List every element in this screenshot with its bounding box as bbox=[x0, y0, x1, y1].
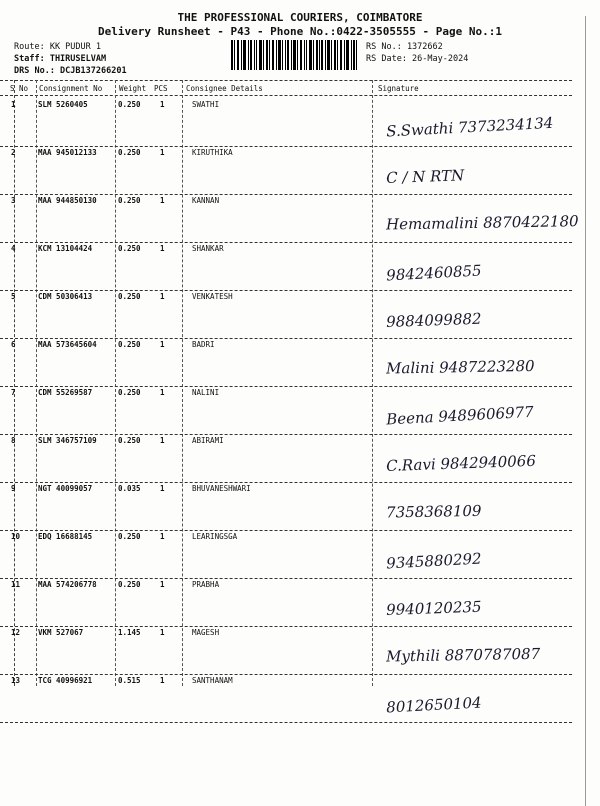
row-sno: 8 bbox=[11, 436, 16, 445]
signature-text: 9842460855 bbox=[385, 261, 483, 285]
row-sno: 6 bbox=[11, 340, 16, 349]
row-rule bbox=[0, 338, 572, 339]
row-signature bbox=[372, 438, 582, 482]
row-signature bbox=[372, 150, 582, 194]
row-rule bbox=[0, 674, 572, 675]
row-consignee: SHANKAR bbox=[192, 244, 224, 253]
row-rule bbox=[0, 482, 572, 483]
row-consignment: VKM 527067 bbox=[38, 628, 84, 637]
row-weight: 0.250 bbox=[118, 532, 141, 541]
row-pcs: 1 bbox=[160, 100, 165, 109]
row-consignment: MAA 945012133 bbox=[38, 148, 97, 157]
row-sno: 4 bbox=[11, 244, 16, 253]
row-consignee: NALINI bbox=[192, 388, 220, 397]
row-consignee: BHUVANESHWARI bbox=[192, 484, 251, 493]
left-rule bbox=[14, 80, 15, 686]
row-rule bbox=[0, 578, 572, 579]
barcode bbox=[231, 40, 357, 70]
row-pcs: 1 bbox=[160, 388, 165, 397]
page-edge bbox=[585, 16, 586, 806]
row-consignment: EDQ 16688145 bbox=[38, 532, 93, 541]
row-rule bbox=[0, 242, 572, 243]
row-signature bbox=[372, 294, 582, 338]
row-signature bbox=[372, 102, 582, 146]
row-consignment: MAA 573645604 bbox=[38, 340, 97, 349]
col-header-pcs: PCS bbox=[154, 84, 168, 93]
row-rule bbox=[0, 290, 572, 291]
row-pcs: 1 bbox=[160, 436, 165, 445]
row-consignment: SLM 346757109 bbox=[38, 436, 97, 445]
row-rule bbox=[0, 146, 572, 147]
row-signature bbox=[372, 198, 582, 242]
row-weight: 0.250 bbox=[118, 580, 141, 589]
row-weight: 0.515 bbox=[118, 676, 141, 685]
row-consignment: NGT 40099057 bbox=[38, 484, 93, 493]
row-sno: 10 bbox=[11, 532, 21, 541]
row-signature bbox=[372, 582, 582, 626]
row-consignee: LEARINGSGA bbox=[192, 532, 238, 541]
row-sno: 1 bbox=[11, 100, 16, 109]
row-rule bbox=[0, 386, 572, 387]
row-weight: 0.250 bbox=[118, 436, 141, 445]
row-consignment: KCM 13104424 bbox=[38, 244, 93, 253]
row-consignee: ABIRAMI bbox=[192, 436, 224, 445]
row-pcs: 1 bbox=[160, 148, 165, 157]
row-weight: 0.250 bbox=[118, 388, 141, 397]
signature-text: C / N RTN bbox=[385, 166, 465, 187]
col-header-consignment: Consignment No bbox=[39, 84, 103, 93]
row-signature bbox=[372, 630, 582, 674]
row-pcs: 1 bbox=[160, 484, 165, 493]
column-rule bbox=[182, 80, 183, 686]
column-rule bbox=[36, 80, 37, 686]
row-sno: 13 bbox=[11, 676, 21, 685]
row-signature bbox=[372, 678, 582, 722]
row-sno: 12 bbox=[11, 628, 21, 637]
row-consignment: MAA 944850130 bbox=[38, 196, 97, 205]
row-weight: 0.250 bbox=[118, 100, 141, 109]
row-consignee: SWATHI bbox=[192, 100, 220, 109]
signature-text: Malini 9487223280 bbox=[385, 356, 535, 378]
signature-text: Hemamalini 8870422180 bbox=[385, 212, 579, 234]
runsheet-subtitle: Delivery Runsheet - P43 - Phone No.:0422-3505555 - Page No.:1 bbox=[98, 25, 502, 38]
row-rule bbox=[0, 194, 572, 195]
row-consignment: SLM 5260405 bbox=[38, 100, 88, 109]
drs-number: DRS No.: DCJB137266201 bbox=[14, 66, 127, 76]
col-header-signature: Signature bbox=[378, 84, 419, 93]
row-weight: 0.250 bbox=[118, 292, 141, 301]
staff-label: Staff: THIRUSELVAM bbox=[14, 54, 107, 64]
row-signature bbox=[372, 342, 582, 386]
rs-number: RS No.: 1372662 bbox=[366, 42, 443, 52]
signature-text: 8012650104 bbox=[385, 693, 483, 717]
route-label: Route: KK PUDUR 1 bbox=[14, 42, 101, 52]
row-consignee: KANNAN bbox=[192, 196, 220, 205]
row-sno: 7 bbox=[11, 388, 16, 397]
row-weight: 0.250 bbox=[118, 148, 141, 157]
signature-text: Mythili 8870787087 bbox=[385, 644, 541, 666]
row-consignee: SANTHANAM bbox=[192, 676, 233, 685]
row-consignee: KIRUTHIKA bbox=[192, 148, 233, 157]
row-weight: 0.250 bbox=[118, 244, 141, 253]
row-consignee: BADRI bbox=[192, 340, 215, 349]
row-pcs: 1 bbox=[160, 532, 165, 541]
col-header-sno: S No bbox=[10, 84, 29, 93]
row-sno: 9 bbox=[11, 484, 16, 493]
row-pcs: 1 bbox=[160, 676, 165, 685]
row-consignee: PRABHA bbox=[192, 580, 220, 589]
signature-text: S.Swathi 7373234134 bbox=[385, 113, 554, 141]
signature-text: Beena 9489606977 bbox=[385, 402, 535, 429]
signature-text: 9345880292 bbox=[385, 549, 483, 573]
row-signature bbox=[372, 246, 582, 290]
row-signature bbox=[372, 486, 582, 530]
row-sno: 2 bbox=[11, 148, 16, 157]
row-consignment: TCG 40996921 bbox=[38, 676, 93, 685]
row-signature bbox=[372, 390, 582, 434]
company-title: THE PROFESSIONAL COURIERS, COIMBATORE bbox=[177, 11, 423, 24]
row-weight: 0.035 bbox=[118, 484, 141, 493]
header-top-rule bbox=[0, 80, 572, 81]
row-rule bbox=[0, 722, 572, 723]
row-weight: 0.250 bbox=[118, 196, 141, 205]
row-weight: 0.250 bbox=[118, 340, 141, 349]
header-bottom-rule bbox=[0, 95, 572, 96]
row-consignment: MAA 574206778 bbox=[38, 580, 97, 589]
row-sno: 3 bbox=[11, 196, 16, 205]
signature-text: 7358368109 bbox=[385, 501, 482, 522]
signature-text: 9884099882 bbox=[385, 309, 482, 331]
signature-text: C.Ravi 9842940066 bbox=[385, 451, 537, 475]
row-pcs: 1 bbox=[160, 244, 165, 253]
row-consignment: CDM 55269587 bbox=[38, 388, 93, 397]
signature-text: 9940120235 bbox=[385, 597, 482, 619]
col-header-consignee: Consignee Details bbox=[186, 84, 263, 93]
row-consignee: MAGESH bbox=[192, 628, 220, 637]
row-consignee: VENKATESH bbox=[192, 292, 233, 301]
row-pcs: 1 bbox=[160, 340, 165, 349]
row-weight: 1.145 bbox=[118, 628, 141, 637]
row-rule bbox=[0, 530, 572, 531]
row-pcs: 1 bbox=[160, 628, 165, 637]
row-pcs: 1 bbox=[160, 292, 165, 301]
row-signature bbox=[372, 534, 582, 578]
rs-date: RS Date: 26-May-2024 bbox=[366, 54, 469, 64]
row-consignment: CDM 50306413 bbox=[38, 292, 93, 301]
row-rule bbox=[0, 434, 572, 435]
col-header-weight: Weight bbox=[119, 84, 147, 93]
row-pcs: 1 bbox=[160, 580, 165, 589]
column-rule bbox=[115, 80, 116, 686]
row-rule bbox=[0, 626, 572, 627]
row-sno: 11 bbox=[11, 580, 21, 589]
row-pcs: 1 bbox=[160, 196, 165, 205]
row-sno: 5 bbox=[11, 292, 16, 301]
